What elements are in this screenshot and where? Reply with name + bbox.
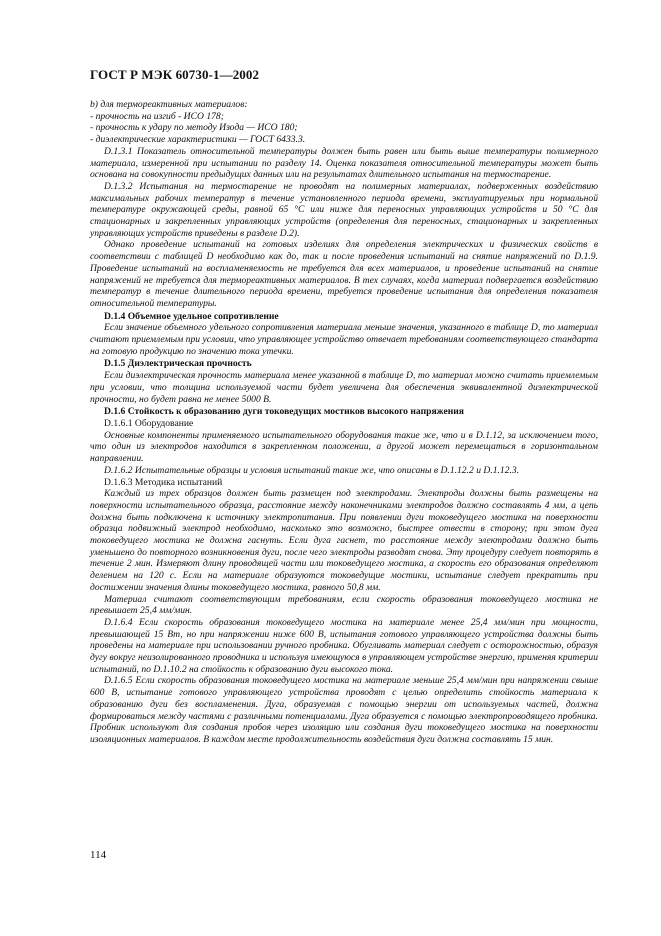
paragraph: D.1.6.5 Если скорость образования токоведущего мостика на материале меньше 25,4 мм/мин при напряжении свыше 600 В, испытание готового управляющего устройства проводят с целью определить стойкость материала к образованию дуги без воспламенения. Дуга, образуемая с помощью энергии от используемых частей, должна формироваться между частями с различными потенциалами. Дуга образуется с помощью электропроводящего пробника. Пробник используют для создания пробоя через изоляцию или создания дуги токоведущего мостика на поверхности изоляционных материалов. В каждом месте продолжительность воздействия дуги должна составлять 15 мин. <box>90 675 598 745</box>
section-heading: D.1.6 Стойкость к образованию дуги токоведущих мостиков высокого напряжения <box>104 406 464 418</box>
paragraph: D.1.6.2 Испытательные образцы и условия испытаний такие же, что описаны в D.1.12.2 и D.1.12.3. <box>104 464 520 476</box>
paragraph: - прочность на изгиб - ИСО 178; <box>90 110 224 122</box>
paragraph: D.1.6.1 Оборудование <box>104 417 194 429</box>
paragraph: Основные компоненты применяемого испытательного оборудования такие же, что и в D.1.12, за исключением того, что один из электродов находится в закрепленном положении, а другой может перемещаться в горизонтальном направлении. <box>90 429 598 465</box>
page-number: 114 <box>90 849 107 861</box>
paragraph: D.1.3.1 Показатель относительной температуры должен быть равен или быть выше температуры полимерного материала, измеренной при испытании по разделу 14. Оценка показателя относительной температуры может быть основана на совокупности предыдущих данных или на результатах длительного испытания на термостарение. <box>90 145 598 181</box>
paragraph: Однако проведение испытаний на готовых изделиях для определения электрических и физических свойств в соответствии с таблицей D необходимо как до, так и после проведения испытаний на снятие напряжений по D.1.9. Проведение испытаний на воспламеняемость не требуется для всех материалов, и проведение испытаний на снятие напряжений не требуется для термореактивных материалов. В тех случаях, когда материал подвергается воздействию температур в течение длительного периода времени, требуется проведение испытания для определения показателя относительной температуры. <box>90 239 598 309</box>
paragraph: Если диэлектрическая прочность материала менее указанной в таблице D, то материал можно считать приемлемым при условии, что толщина используемой части будет увеличена для обеспечения эквивалентной диэлектрической прочности, но будет равна не менее 5000 В. <box>90 370 598 405</box>
paragraph: D.1.3.2 Испытания на термостарение не проводят на полимерных материалах, подверженных воздействию максимальных рабочих температур в течение установленного периода времени, эксплуатируемых при нормальной температуре окружающей среды, равной 65 °С или ниже для переносных управляющих устройств и 50 °С для стационарных и закрепленных управляющих устройств (определения для переносных, стационарных и закрепленных управляющих устройств приведены в разделе D.2). <box>90 180 598 239</box>
paragraph: Материал считают соответствующим требованиям, если скорость образования токоведущего мостика не превышает 25,4 мм/мин. <box>90 593 598 617</box>
section-heading: D.1.4 Объемное удельное сопротивление <box>104 310 279 322</box>
section-heading: D.1.5 Диэлектрическая прочность <box>104 358 252 370</box>
paragraph: D.1.6.3 Методика испытаний <box>104 476 223 488</box>
paragraph: D.1.6.4 Если скорость образования токоведущего мостика на материале менее 25,4 мм/мин при мощности, превышающей 15 Вт, но при напряжении ниже 600 В, испытания готового управляющего устройства должны быть проведены на материале при использовании ручного пробника. Обугливать материал следует с осторожностью, образуя дугу вокруг неизолированного проводника и используя имеющуюся в управляющем устройстве энергию, применяя критерии испытаний, по D.1.10.2 на стойкость к образованию дуги высокого тока. <box>90 616 598 675</box>
paragraph: - диэлектрические характеристики — ГОСТ 6433.3. <box>90 134 306 146</box>
document-header: ГОСТ Р МЭК 60730-1—2002 <box>90 67 260 82</box>
document-body <box>90 99 598 746</box>
paragraph: Если значение объемного удельного сопротивления материала меньше значения, указанного в таблице D, то материал считают приемлемым при условии, что управляющее устройство отвечает требованиям соответствующего стандарта на готовую продукцию по значению тока утечки. <box>90 322 598 357</box>
paragraph: - прочность к удару по методу Изода — ИСО 180; <box>90 122 298 134</box>
paragraph: Каждый из трех образцов должен быть размещен под электродами. Электроды должны быть размещены на поверхности испытательного образца, расстояние между наконечниками электродов должно составлять 4 мм, а цепь должна быть подключена к источнику электропитания. При появлении дуги токоведущего мостика на поверхности образца подвижный электрод необходимо, насколько это возможно, быстрее отвести в сторону; при этом дуга токоведущего мостика не должна гаснуть. Если дуга гаснет, то расстояние между электродами должно быть уменьшено до повторного возникновения дуги, после чего электроды разводят снова. Эту процедуру следует повторять в течение 2 мин. Измеряют длину проводящей части или токоведущего мостика, а скорость его образования определяют делением на 120 с. Если на материале образуются токоведущие мостики, испытание следует прекратить при достижении значения длины токоведущего мостика, равного 50,8 мм. <box>90 488 598 593</box>
paragraph: b) для термореактивных материалов: <box>90 99 248 110</box>
